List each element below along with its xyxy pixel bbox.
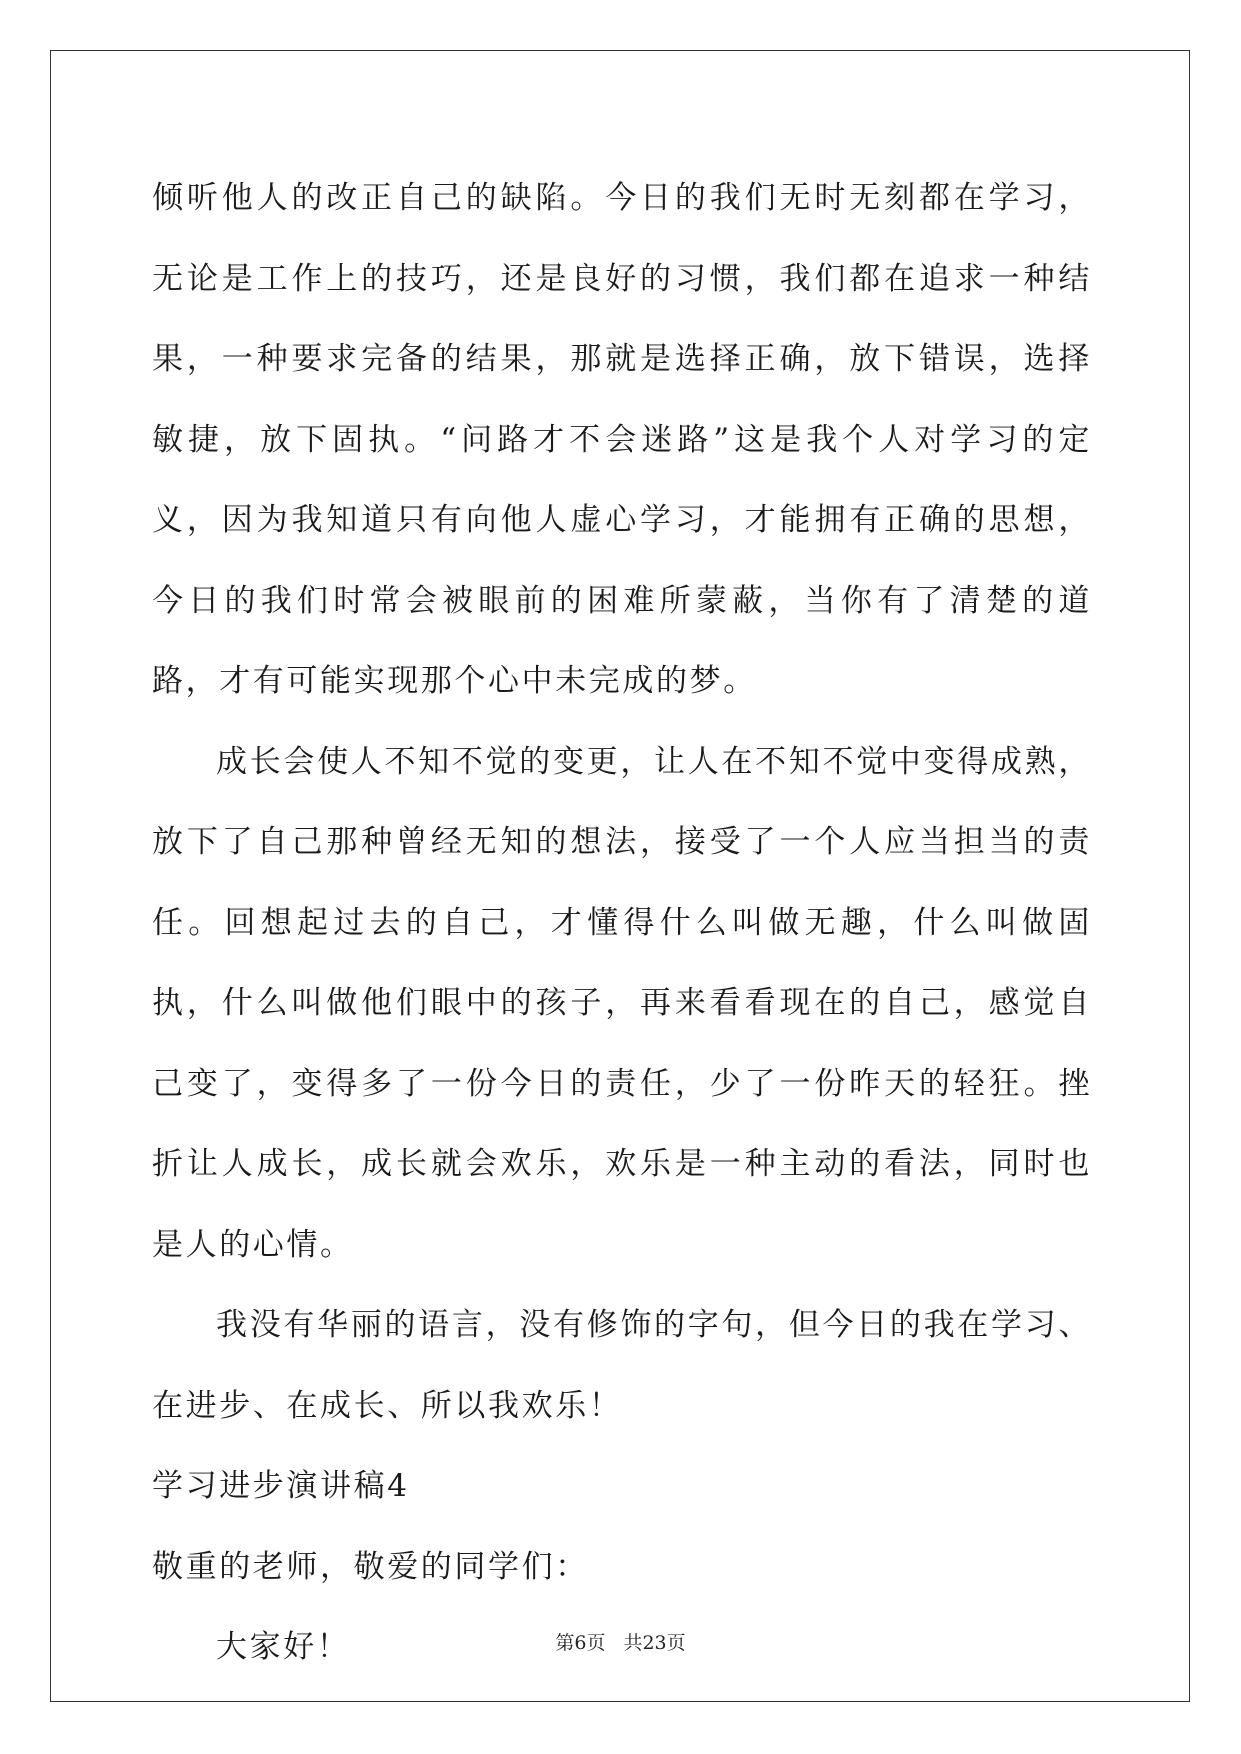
paragraph-continuation: 倾听他人的改正自己的缺陷。今日的我们无时无刻都在学习，无论是工作上的技巧，还是良好的习惯，我们都在追求一种结果，一种要求完备的结果，那就是选择正确，放下错误，选择敏捷，放下固执。“问路才不会迷路”这是我个人对学习的定义，因为我知道只有向他人虚心学习，才能拥有正确的思想，今日的我们时常会被眼前的困难所蒙蔽，当你有了清楚的道路，才有可能实现那个心中未完成的梦。 [152, 180, 1092, 699]
paragraph-closing: 我没有华丽的语言，没有修饰的字句，但今日的我在学习、在进步、在成长、所以我欢乐！ [152, 1307, 1092, 1424]
salutation: 敬重的老师，敬爱的同学们： [152, 1548, 589, 1585]
paragraph-growth: 成长会使人不知不觉的变更，让人在不知不觉中变得成熟，放下了自己那种曾经无知的想法，接受了一个人应当担当的责任。回想起过去的自己，才懂得什么叫做无趣，什么叫做固执，什么叫做他们眼中的孩子，再来看看现在的自己，感觉自己变了，变得多了一份今日的责任，少了一份昨天的轻狂。挫折让人成长，成长就会欢乐，欢乐是一种主动的看法，同时也是人的心情。 [152, 743, 1092, 1263]
section-heading: 学习进步演讲稿4 [152, 1468, 410, 1504]
document-body [152, 158, 1092, 1688]
greeting: 大家好！ [216, 1629, 351, 1665]
total-pages: 共23页 [623, 1632, 686, 1654]
page-number: 第6页 [555, 1632, 606, 1654]
page-footer [0, 1628, 1241, 1655]
